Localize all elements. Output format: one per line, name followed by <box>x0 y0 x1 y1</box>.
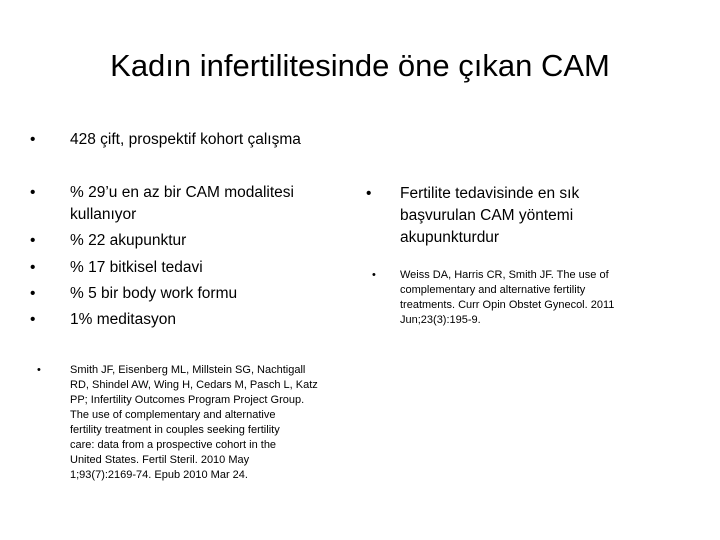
item-text: % 29’u en az bir CAM modalitesi kullanıyor <box>70 184 294 223</box>
reference-text: Weiss DA, Harris CR, Smith JF. The use of complementary and alternative fertility treatments. Curr Opin Obstet Gynecol. 2011 Jun;23(3):195-9. <box>400 269 615 326</box>
slide-title: Kadın infertilitesinde öne çıkan CAM <box>110 48 610 83</box>
bullet-icon: • <box>30 259 36 276</box>
item-text: % 22 akupunktur <box>70 232 187 249</box>
reference-text: Smith JF, Eisenberg ML, Millstein SG, Nachtigall RD, Shindel AW, Wing H, Cedars M, Pasch L, Katz PP; Infertility Outcomes Program Project Group. The use of complementary and alternative fertility treatment in couples seeking fertility care: data from a prospective cohort in the United States. Fertil Steril. 2010 May 1;93(7):2169-74. Epub 2010 Mar 24. <box>70 364 318 481</box>
bullet-icon: • <box>30 285 36 302</box>
item-text: 1% meditasyon <box>70 311 176 328</box>
bullet-icon: • <box>372 269 376 281</box>
bullet-icon: • <box>37 364 41 376</box>
bullet-icon: • <box>30 184 36 201</box>
bullet-icon: • <box>30 232 36 249</box>
bullet-icon: • <box>366 185 372 202</box>
bullet-icon: • <box>30 311 36 328</box>
item-text: % 5 bir body work formu <box>70 285 238 302</box>
statement-text: Fertilite tedavisinde en sık başvurulan CAM yöntemi akupunkturdur <box>400 185 580 246</box>
intro-text: 428 çift, prospektif kohort çalışma <box>70 131 301 148</box>
item-text: % 17 bitkisel tedavi <box>70 259 203 276</box>
bullet-icon: • <box>30 131 36 148</box>
